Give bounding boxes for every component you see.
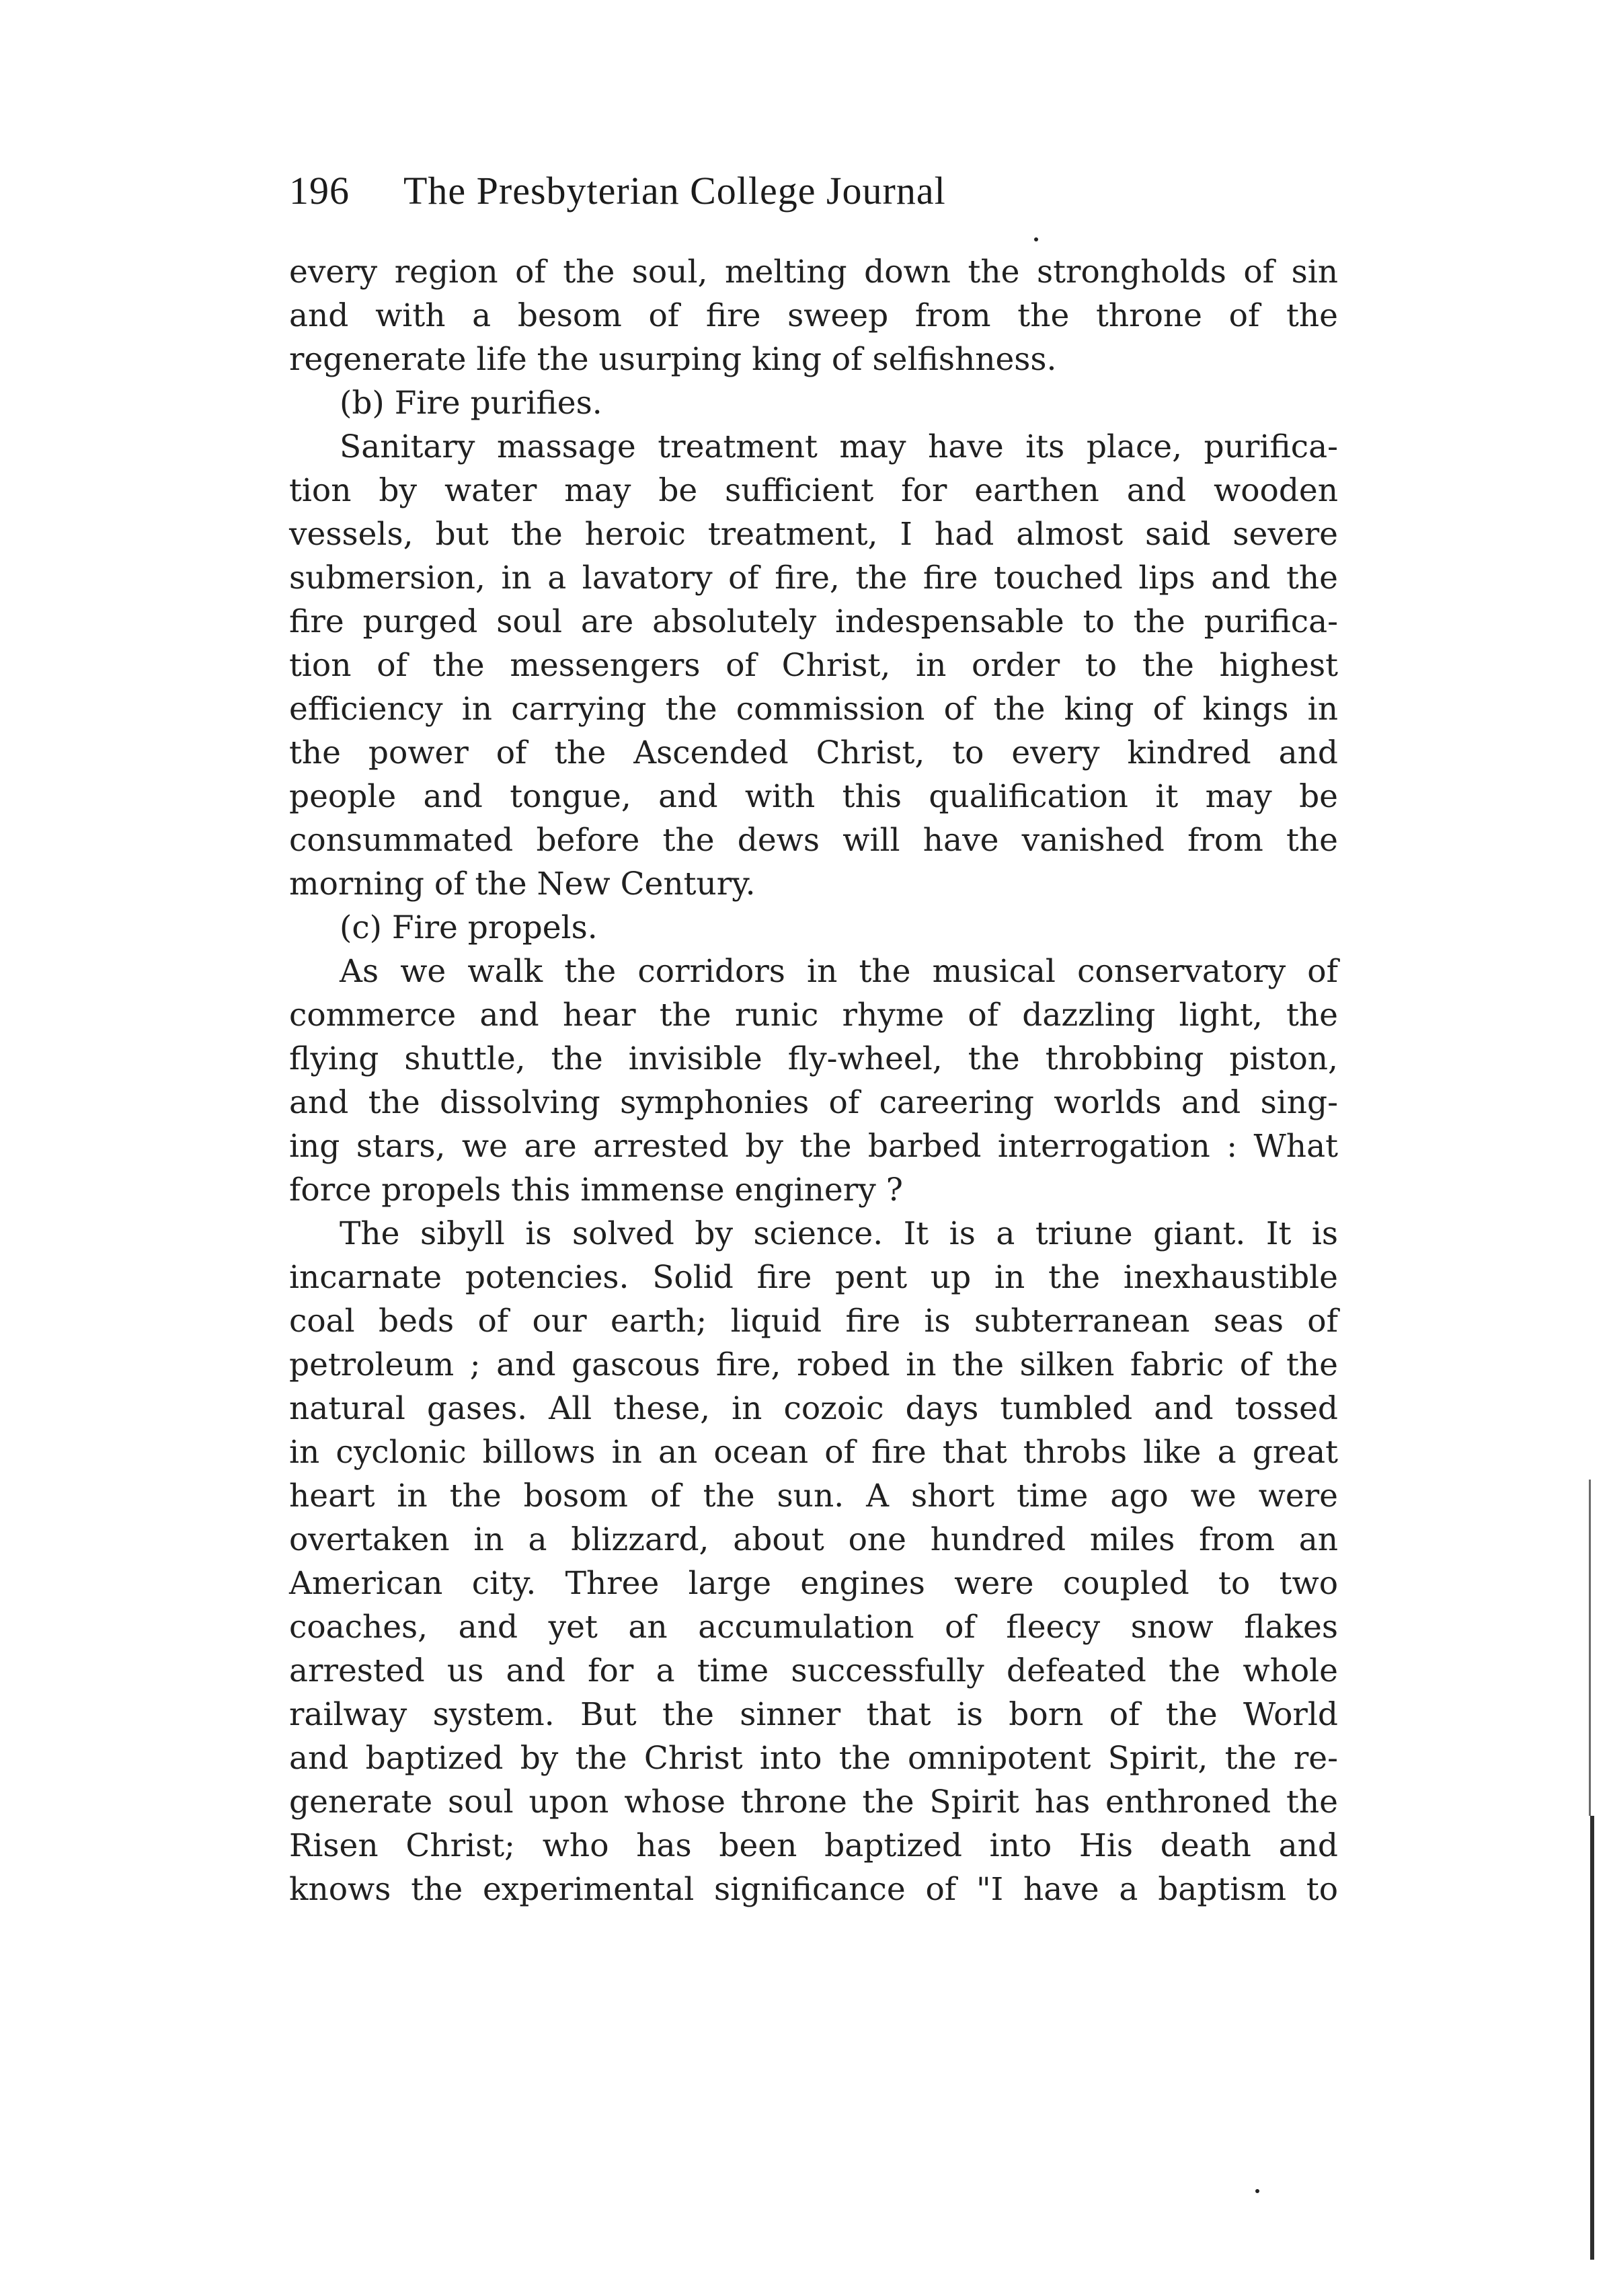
text-line: incarnate potencies. Solid fire pent up in the inexhaustible [289,1259,1338,1296]
running-title: The Presbyterian College Journal [403,169,946,213]
text-line: force propels this immense enginery ? [289,1172,903,1209]
print-speck [1255,2189,1259,2193]
text-line: fire purged soul are absolutely indespensable to the purifica- [289,603,1338,640]
section-heading-c: (c) Fire propels. [340,909,598,946]
section-heading-b: (b) Fire purifies. [340,385,602,422]
text-line: ing stars, we are arrested by the barbed interrogation : What [289,1128,1338,1165]
text-line: in cyclonic billows in an ocean of fire that throbs like a great [289,1434,1338,1471]
text-line: overtaken in a blizzard, about one hundred miles from an [289,1521,1338,1558]
text-line: and the dissolving symphonies of careering worlds and sing- [289,1084,1338,1121]
body-text [289,250,1338,1911]
scan-edge-shadow [1590,1816,1594,2260]
text-line: arrested us and for a time successfully defeated the whole [289,1652,1338,1689]
text-line: American city. Three large engines were coupled to two [289,1565,1338,1602]
text-line: generate soul upon whose throne the Spirit has enthroned the [289,1784,1338,1821]
text-line: every region of the soul, melting down the strongholds of sin [289,254,1338,291]
text-line: morning of the New Century. [289,866,756,903]
text-line: coal beds of our earth; liquid fire is subterranean seas of [289,1303,1338,1340]
text-line: The sibyll is solved by science. It is a triune giant. It is [340,1215,1338,1252]
text-line: As we walk the corridors in the musical conservatory of [340,953,1338,990]
text-line: tion by water may be sufficient for earthen and wooden [289,472,1338,509]
text-line: people and tongue, and with this qualification it may be [289,778,1338,815]
text-line: knows the experimental significance of "I have a baptism to [289,1871,1338,1908]
text-line: flying shuttle, the invisible fly-wheel, the throbbing piston, [289,1040,1338,1077]
text-line: and baptized by the Christ into the omnipotent Spirit, the re- [289,1740,1338,1777]
text-line: and with a besom of fire sweep from the throne of the [289,297,1338,334]
scan-edge-shadow [1589,1480,1591,1816]
text-line: Risen Christ; who has been baptized into His death and [289,1827,1338,1864]
text-line: heart in the bosom of the sun. A short time ago we were [289,1478,1338,1515]
text-line: vessels, but the heroic treatment, I had almost said severe [289,516,1338,553]
text-line: natural gases. All these, in cozoic days tumbled and tossed [289,1390,1338,1427]
text-line: submersion, in a lavatory of fire, the fire touched lips and the [289,560,1338,597]
text-line: railway system. But the sinner that is born of the World [289,1696,1338,1733]
text-line: coaches, and yet an accumulation of fleecy snow flakes [289,1609,1338,1646]
text-line: regenerate life the usurping king of selfishness. [289,341,1057,378]
text-line: efficiency in carrying the commission of the king of kings in [289,691,1338,728]
text-line: commerce and hear the runic rhyme of dazzling light, the [289,997,1338,1034]
text-line: the power of the Ascended Christ, to every kindred and [289,734,1338,771]
text-line: consummated before the dews will have vanished from the [289,822,1338,859]
text-line: petroleum ; and gascous fire, robed in the silken fabric of the [289,1346,1338,1383]
text-line: Sanitary massage treatment may have its place, purifica- [340,428,1338,465]
text-line: tion of the messengers of Christ, in order to the highest [289,647,1338,684]
print-speck [1034,237,1038,241]
page-number: 196 [289,169,350,213]
page-header [289,168,946,225]
